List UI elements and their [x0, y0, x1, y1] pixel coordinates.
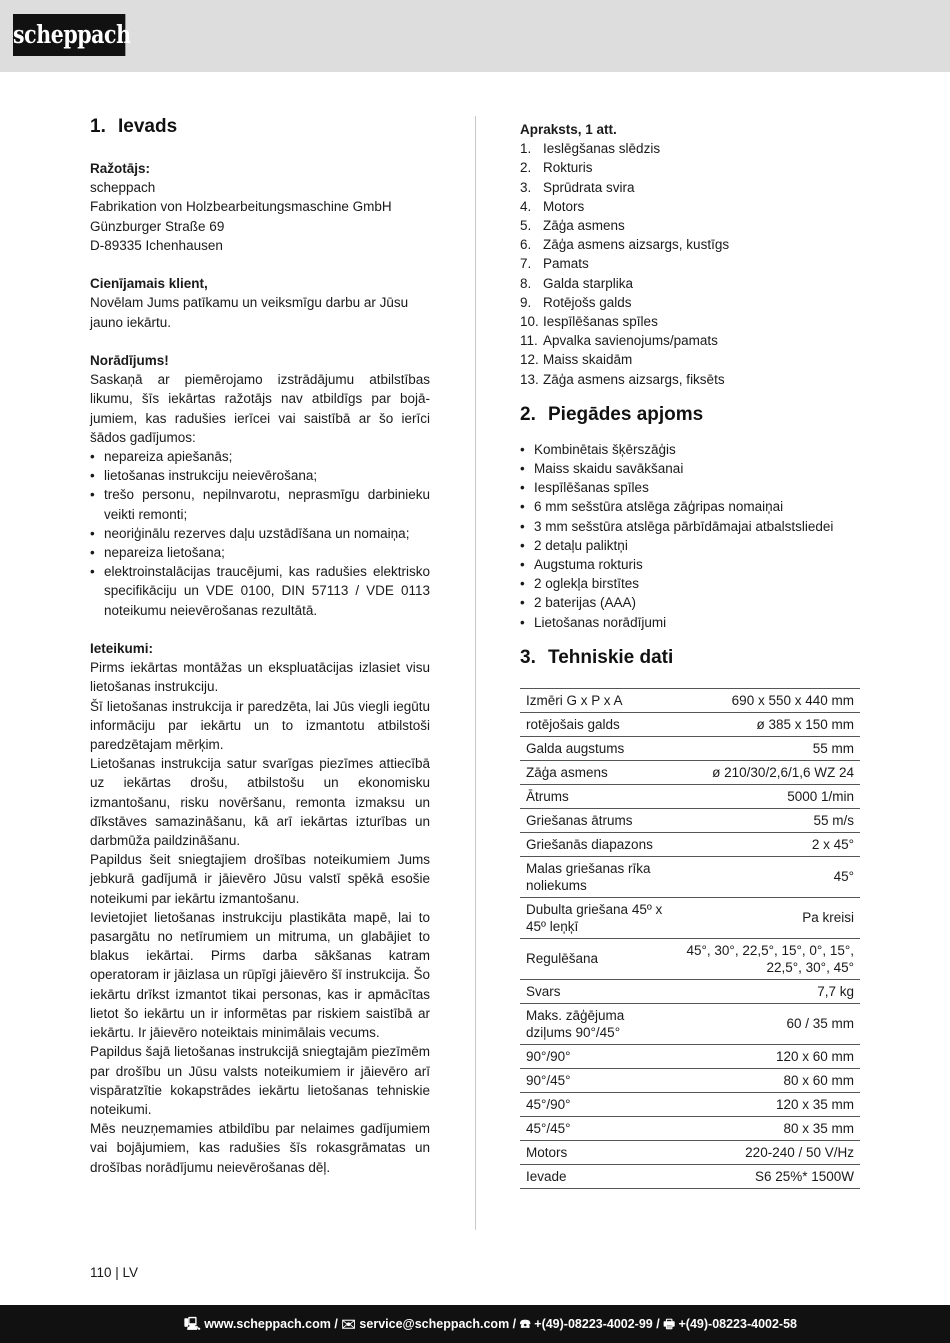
table-row	[520, 938, 860, 979]
spec-name: Zāģa asmens	[526, 764, 608, 780]
delivery-list	[520, 440, 860, 632]
spec-value: 80 x 60 mm	[783, 1072, 854, 1088]
description-item	[520, 139, 860, 158]
recommend-paragraph: Ievietojiet lietošanas instrukciju plastikāta mapē, lai to pasargātu no netīrumiem un mitruma, un glabājiet to blakus iekārtai. Pirms darba sākšanas katram operatoram ir jāizlasa un rūpīgi jāievēro šī instrukcija. Šo iekārtu drīkst izmantot tikai personas, kas ir apmācītas lietot šo iekārtu un ir informētas par riskiem saistībā ar iekārtu. Ir jāievēro noteiktais minimālais vecums.	[90, 909, 430, 1041]
page-number: 110 | LV	[90, 1265, 139, 1280]
table-row	[520, 760, 860, 784]
description-item	[520, 350, 860, 369]
spec-name: Izmēri G x P x A	[526, 692, 623, 708]
spec-value: 690 x 550 x 440 mm	[731, 692, 854, 708]
footer-phone: +(49)-08223-4002-99	[534, 1317, 653, 1331]
delivery-item: • Kombinētais šķērszāģis	[520, 440, 860, 459]
right-column	[520, 120, 860, 1189]
notice-list	[90, 447, 430, 620]
description-item-label: Rokturis	[543, 160, 593, 176]
description-item-number: 5.	[520, 218, 532, 234]
notice-item: • lietošanas instrukciju neievērošana;	[90, 466, 430, 485]
tech-data-table	[520, 688, 860, 1189]
description-item-number: 9.	[520, 294, 532, 310]
description-item-label: Zāģa asmens aizsargs, fiksēts	[543, 371, 725, 387]
table-row	[520, 1164, 860, 1188]
spec-name: 90°/45°	[526, 1072, 571, 1088]
spec-value: 5000 1/min	[787, 788, 854, 804]
description-item-label: Sprūdrata svira	[543, 179, 635, 195]
notice-text: Saskaņā ar piemērojamo izstrādājumu atbilstības likumu, šīs iekārtas ražotājs nav atbildīgs par bojājumiem, kas radušies ierīcei vai saistībā ar šo ierīci šādos gadījumos:	[90, 372, 430, 445]
notice-item: • nepareiza apiešanās;	[90, 447, 430, 466]
spec-value: 60 / 35 mm	[786, 1016, 854, 1032]
description-list	[520, 139, 860, 389]
description-item-label: Apvalka savienojums/pamats	[543, 333, 718, 349]
delivery-item: • Iespīlēšanas spīles	[520, 478, 860, 497]
spec-value: 55 mm	[812, 740, 854, 756]
spec-value: 120 x 60 mm	[775, 1048, 854, 1064]
greeting-label: Cienījamais klient,	[90, 276, 208, 292]
spec-value: ø 385 x 150 mm	[756, 716, 854, 732]
delivery-item: • 2 baterijas (AAA)	[520, 593, 860, 612]
notice-item: • nepareiza lietošana;	[90, 543, 430, 562]
recommend-label: Ieteikumi:	[90, 641, 154, 657]
footer-fax: +(49)-08223-4002-58	[678, 1317, 797, 1331]
table-row	[520, 1140, 860, 1164]
description-item-number: 6.	[520, 237, 532, 253]
notice-item: • neoriģinālu rezerves daļu uzstādīšana un nomaiņa;	[90, 524, 430, 543]
spec-value: 2 x 45°	[811, 836, 854, 852]
description-item	[520, 274, 860, 293]
notice-label: Norādījums!	[90, 353, 169, 368]
footer-bar: 🖳 www.scheppach.com / ✉ service@scheppach.com / ☎ +(49)-08223-4002-99 / 🖶 +(49)-08223-4002-58	[0, 1305, 950, 1343]
header-bar	[0, 0, 950, 72]
description-item-number: 11.	[520, 333, 538, 349]
column-divider	[475, 116, 476, 1230]
left-column	[90, 114, 430, 1177]
table-row	[520, 784, 860, 808]
spec-name: Motors	[526, 1144, 568, 1160]
description-item	[520, 197, 860, 216]
email-icon: ✉	[341, 1317, 356, 1331]
description-item-label: Maiss skaidām	[543, 352, 633, 368]
description-item	[520, 235, 860, 254]
table-row	[520, 856, 860, 897]
manufacturer-address	[90, 178, 430, 255]
spec-value: 45°	[833, 869, 854, 885]
footer-email[interactable]: service@scheppach.com	[359, 1317, 510, 1331]
description-item	[520, 158, 860, 177]
description-item-number: 8.	[520, 275, 532, 291]
scheppach-logo: scheppach	[13, 14, 125, 56]
description-item-number: 1.	[520, 141, 532, 157]
table-row	[520, 808, 860, 832]
spec-value: 220-240 / 50 V/Hz	[745, 1144, 854, 1160]
table-row	[520, 1003, 860, 1044]
description-item-label: Ieslēgšanas slēdzis	[543, 141, 661, 157]
spec-name: Regulēšana	[526, 951, 599, 967]
spec-name: 90°/90°	[526, 1048, 571, 1064]
spec-value: S6 25%* 1500W	[754, 1168, 854, 1184]
delivery-item: • 2 detaļu paliktņi	[520, 536, 860, 555]
description-item-number: 12.	[520, 352, 539, 368]
description-item	[520, 293, 860, 312]
description-item-number: 2.	[520, 160, 532, 176]
description-item	[520, 370, 860, 389]
description-item	[520, 178, 860, 197]
recommend-text	[90, 658, 430, 1176]
description-item-number: 3.	[520, 179, 532, 195]
table-row	[520, 832, 860, 856]
description-item	[520, 312, 860, 331]
spec-value: 55 m/s	[813, 812, 854, 828]
description-item-label: Galda starplika	[543, 275, 634, 291]
spec-name: Maks. zāģējuma dziļums 90°/45°	[526, 1007, 625, 1040]
recommend-paragraph: Pirms iekārtas montāžas un ekspluatācijas izlasiet visu lietošanas instrukciju.	[90, 660, 430, 695]
spec-name: Svars	[526, 983, 561, 999]
delivery-item: • 3 mm sešstūra atslēga pārbīdāmajai atbalstsliedei	[520, 517, 860, 536]
fax-icon: 🖶	[663, 1317, 676, 1331]
table-row	[520, 979, 860, 1003]
description-item-number: 13.	[520, 371, 539, 387]
recommend-paragraph: Lietošanas instrukcija satur svarīgas piezīmes attiecībā uz iekārtas drošu, atbilstošu un ekonomisku izmantošanu, risku novēršanu, remonta izmaksu un dīkstāves samazināšanu, kā arī iekārtas izturības un darbmūža paildzināšanu.	[90, 756, 430, 849]
description-item	[520, 216, 860, 235]
spec-value: 80 x 35 mm	[783, 1120, 854, 1136]
table-row	[520, 897, 860, 938]
address-line: Günzburger Straße 69	[90, 218, 225, 234]
spec-value: 120 x 35 mm	[775, 1096, 854, 1112]
description-title: Apraksts, 1 att.	[520, 122, 617, 137]
spec-name: Griešanas ātrums	[526, 812, 633, 828]
phone-icon: ☎	[519, 1317, 531, 1331]
delivery-item: • 6 mm sešstūra atslēga zāģripas nomaiņai	[520, 497, 860, 516]
description-item-label: Zāģa asmens	[543, 218, 625, 234]
spec-name: rotējošais galds	[526, 716, 620, 732]
description-item-number: 7.	[520, 256, 532, 272]
table-row	[520, 712, 860, 736]
greeting-text: Novēlam Jums patīkamu un veiksmīgu darbu ar Jūsu jauno iekārtu.	[90, 295, 409, 330]
spec-value: ø 210/30/2,6/1,6 WZ 24	[712, 764, 854, 780]
table-row	[520, 1116, 860, 1140]
address-line: Fabrikation von Holzbearbeitungsmaschine GmbH	[90, 199, 392, 215]
description-item-label: Rotējošs galds	[543, 294, 632, 310]
spec-name: Galda augstums	[526, 740, 625, 756]
recommend-paragraph: Šī lietošanas instrukcija ir paredzēta, lai Jūs viegli iegūtu informāciju par iekārtu un to izmantotu atbilstoši paredzētajam mērķim.	[90, 698, 430, 753]
description-item-number: 4.	[520, 198, 532, 214]
section-title-tech: 3. Tehniskie dati	[520, 646, 674, 668]
spec-value: 45°, 30°, 22,5°, 15°, 0°, 15°, 22,5°, 30°, 45°	[686, 942, 854, 975]
footer-web[interactable]: www.scheppach.com	[204, 1317, 331, 1331]
spec-value: 7,7 kg	[817, 983, 854, 999]
section-title-intro: 1. Ievads	[90, 116, 178, 137]
description-item-number: 10.	[520, 314, 539, 330]
delivery-item: • 2 oglekļa birstītes	[520, 574, 860, 593]
description-item-label: Iespīlēšanas spīles	[543, 314, 658, 330]
recommend-paragraph: Papildus šajā lietošanas instrukcijā sniegtajām piezīmēm par drošību un Jūsu valsts noteikumiem ir jāievēro arī vispāratzītie kokapstrādes iekārtu lietošanas tehniskie noteikumi.	[90, 1044, 430, 1117]
recommend-paragraph: Mēs neuzņemamies atbildību par nelaimes gadījumiem vai bojājumiem, kas radušies šīs rokasgrāmatas un drošības norādījumu neievērošanas dēļ.	[90, 1121, 430, 1175]
description-item-label: Zāģa asmens aizsargs, kustīgs	[543, 237, 730, 253]
computer-icon: 🖳	[184, 1317, 201, 1331]
spec-name: Griešanās diapazons	[526, 836, 653, 852]
table-row	[520, 1068, 860, 1092]
spec-value: Pa kreisi	[802, 910, 854, 926]
address-line: D-89335 Ichenhausen	[90, 237, 223, 253]
delivery-item: • Augstuma rokturis	[520, 555, 860, 574]
table-row	[520, 736, 860, 760]
section-title-delivery: 2. Piegādes apjoms	[520, 403, 704, 425]
spec-name: Ātrums	[526, 788, 569, 804]
spec-name: 45°/90°	[526, 1096, 571, 1112]
recommend-paragraph: Papildus šeit sniegtajiem drošības noteikumiem Jums jebkurā gadījumā ir jāievēro Jūsu valstī spēkā esošie noteikumi par iekārtu izmantošanu.	[90, 852, 430, 906]
table-row	[520, 1044, 860, 1068]
description-item-label: Motors	[543, 198, 585, 214]
address-line: scheppach	[90, 180, 156, 196]
spec-name: Ievade	[526, 1168, 567, 1184]
table-row	[520, 1092, 860, 1116]
delivery-item: • Lietošanas norādījumi	[520, 613, 860, 632]
spec-name: Dubulta griešana 45º x 45º leņķī	[526, 901, 663, 934]
description-item	[520, 331, 860, 350]
notice-item: • elektroinstalācijas traucējumi, kas radušies elektrisko specifikāciju un VDE 0100, DIN 57113 / VDE 0113 noteikumu neievērošanas rezultātā.	[90, 562, 430, 620]
spec-name: 45°/45°	[526, 1120, 571, 1136]
manufacturer-label: Ražotājs:	[90, 161, 151, 176]
description-item-label: Pamats	[543, 256, 589, 272]
table-row	[520, 688, 860, 712]
notice-item: • trešo personu, nepilnvarotu, neprasmīgu darbinieku veikti remonti;	[90, 485, 430, 523]
delivery-item: • Maiss skaidu savākšanai	[520, 459, 860, 478]
description-item	[520, 254, 860, 273]
spec-name: Malas griešanas rīka noliekums	[526, 860, 651, 893]
